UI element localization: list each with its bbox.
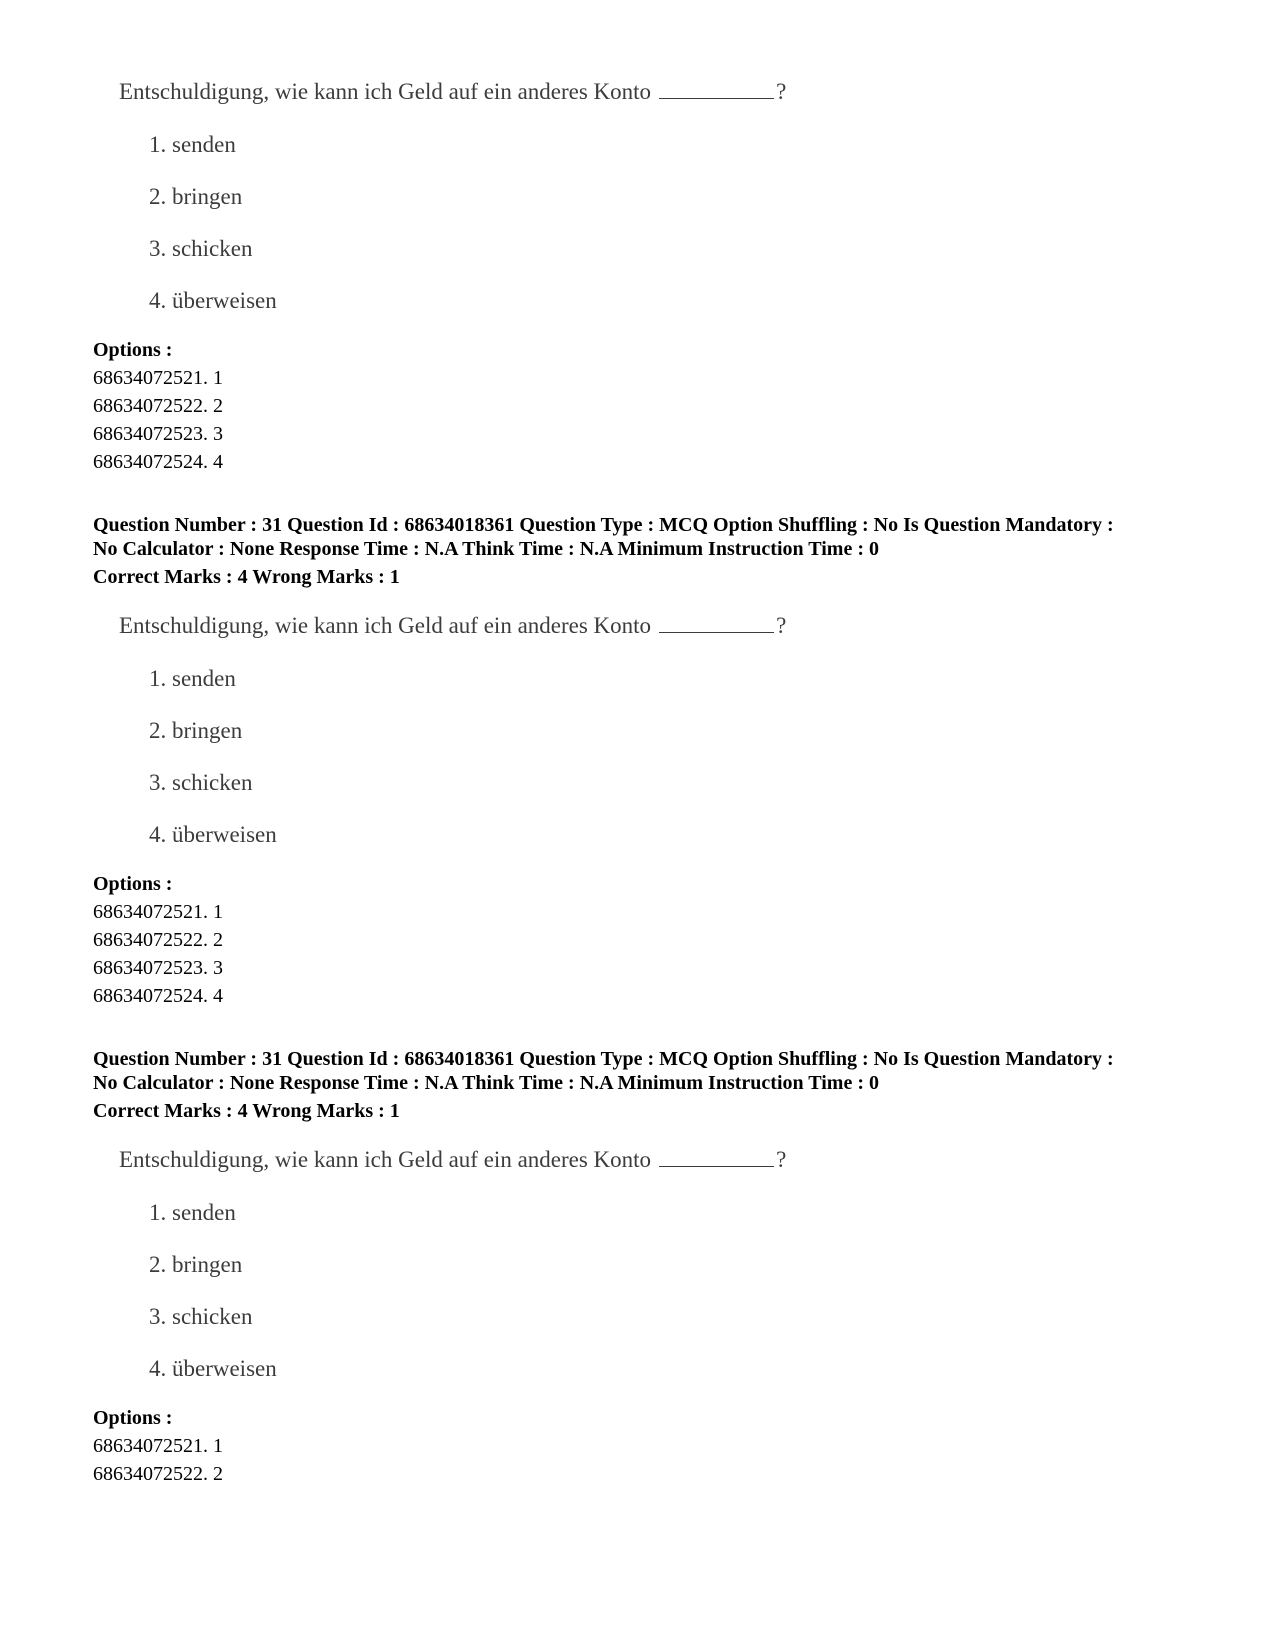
question-text: Entschuldigung, wie kann ich Geld auf ein anderes Konto <box>119 1147 652 1172</box>
question-header-line1: Question Number : 31 Question Id : 68634018361 Question Type : MCQ Option Shuffling : No Is Question Mandatory : <box>93 1048 1114 1070</box>
options-label: Options : <box>93 1407 173 1429</box>
option-row: 68634072521. 1 <box>93 1435 223 1457</box>
choice-3: 3. schicken <box>149 770 253 795</box>
options-label: Options : <box>93 339 173 361</box>
option-row: 68634072524. 4 <box>93 451 223 473</box>
question-stem <box>119 612 786 640</box>
option-row: 68634072522. 2 <box>93 395 223 417</box>
marks-line: Correct Marks : 4 Wrong Marks : 1 <box>93 1100 400 1122</box>
question-mark: ? <box>776 613 787 638</box>
choice-2: 2. bringen <box>149 184 243 209</box>
choice-2: 2. bringen <box>149 1252 243 1277</box>
question-text: Entschuldigung, wie kann ich Geld auf ein anderes Konto <box>119 79 652 104</box>
choice-2: 2. bringen <box>149 718 243 743</box>
question-image <box>93 1146 853 1406</box>
question-text: Entschuldigung, wie kann ich Geld auf ein anderes Konto <box>119 613 652 638</box>
question-header-line2: No Calculator : None Response Time : N.A Think Time : N.A Minimum Instruction Time : 0 <box>93 538 879 560</box>
choice-1: 1. senden <box>149 132 236 157</box>
choice-4: 4. überweisen <box>149 822 277 847</box>
question-mark: ? <box>776 79 787 104</box>
option-row: 68634072521. 1 <box>93 901 223 923</box>
choice-3: 3. schicken <box>149 236 253 261</box>
answer-blank <box>659 1146 774 1167</box>
question-image <box>93 612 853 872</box>
answer-blank <box>659 78 774 99</box>
answer-blank <box>659 612 774 633</box>
option-row: 68634072523. 3 <box>93 423 223 445</box>
choice-1: 1. senden <box>149 1200 236 1225</box>
option-row: 68634072524. 4 <box>93 985 223 1007</box>
question-header-line1: Question Number : 31 Question Id : 68634018361 Question Type : MCQ Option Shuffling : No Is Question Mandatory : <box>93 514 1114 536</box>
question-image <box>93 78 853 338</box>
question-header-line2: No Calculator : None Response Time : N.A Think Time : N.A Minimum Instruction Time : 0 <box>93 1072 879 1094</box>
option-row: 68634072521. 1 <box>93 367 223 389</box>
option-row: 68634072523. 3 <box>93 957 223 979</box>
question-stem <box>119 1146 786 1174</box>
option-row: 68634072522. 2 <box>93 929 223 951</box>
choice-4: 4. überweisen <box>149 1356 277 1381</box>
question-stem <box>119 78 786 106</box>
choice-1: 1. senden <box>149 666 236 691</box>
choice-4: 4. überweisen <box>149 288 277 313</box>
choice-3: 3. schicken <box>149 1304 253 1329</box>
question-mark: ? <box>776 1147 787 1172</box>
marks-line: Correct Marks : 4 Wrong Marks : 1 <box>93 566 400 588</box>
options-label: Options : <box>93 873 173 895</box>
option-row: 68634072522. 2 <box>93 1463 223 1485</box>
